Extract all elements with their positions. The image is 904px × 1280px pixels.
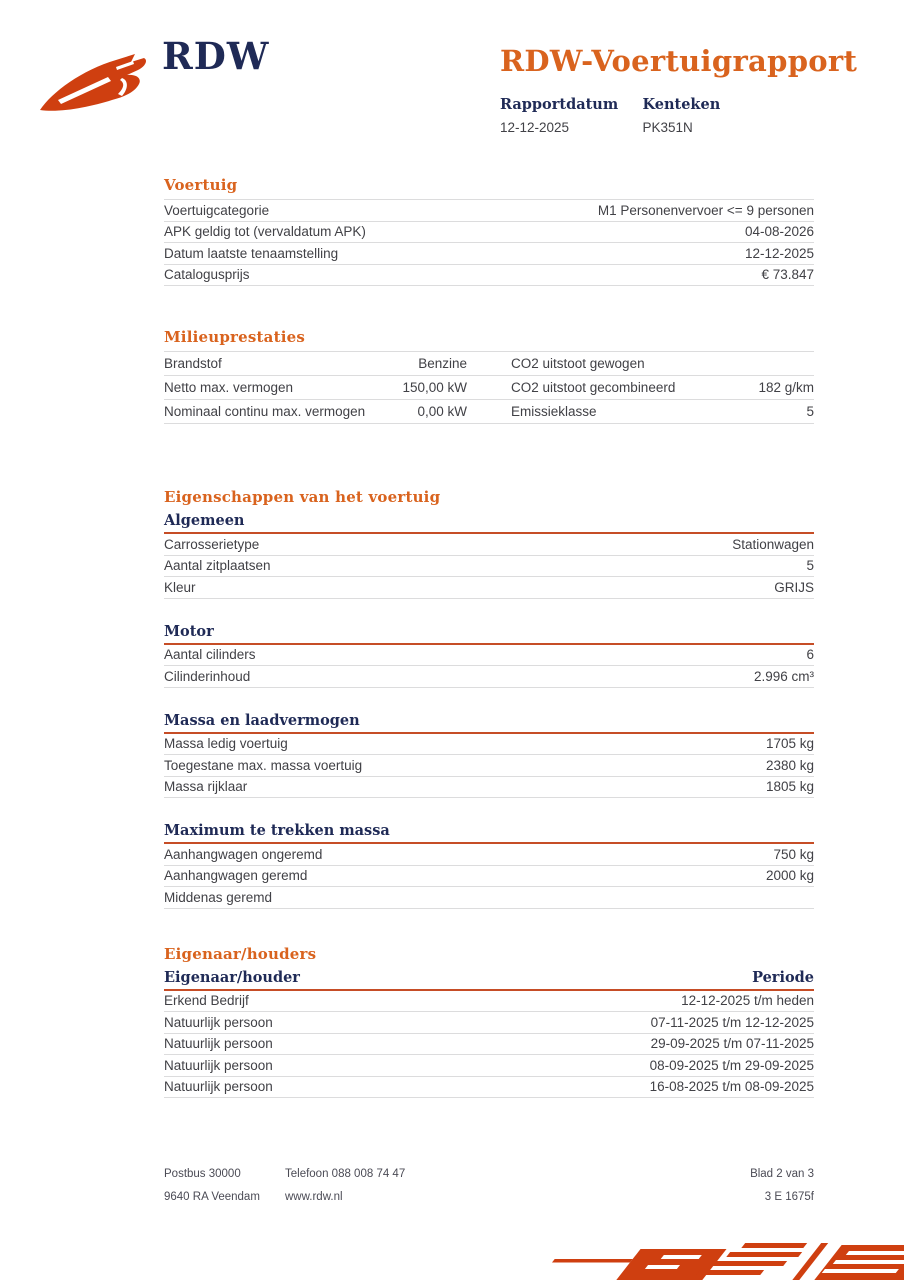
table-row (164, 777, 814, 799)
row-label: Toegestane max. massa voertuig (164, 757, 363, 773)
row-value: 150,00 kW (402, 380, 467, 395)
rows-container (164, 534, 814, 599)
report-date-label: Rapportdatum (500, 96, 619, 113)
table-row (164, 844, 814, 866)
row-value: € 73.847 (761, 267, 814, 283)
footer-phone: Telefoon 088 008 74 47 (285, 1168, 406, 1180)
row-value: 29-09-2025 t/m 07-11-2025 (650, 1036, 814, 1052)
row-value: 5 (806, 558, 814, 574)
rows-container (164, 351, 814, 424)
rows-container (164, 645, 814, 688)
report-date-value: 12-12-2025 (500, 120, 570, 135)
table-row (164, 1055, 814, 1077)
subsection-title: Motor (164, 623, 814, 645)
subsection (164, 822, 814, 909)
row-value: 1705 kg (765, 736, 814, 752)
report-date-block (500, 96, 638, 135)
page-footer (164, 1168, 814, 1203)
row-value: 2000 kg (765, 868, 814, 884)
row-label: CO2 uitstoot gewogen (511, 356, 645, 371)
owner-column-header: Eigenaar/houder (164, 968, 300, 986)
section-heading: Eigenschappen van het voertuig (164, 488, 441, 506)
row-label: Aantal zitplaatsen (164, 558, 271, 574)
table-row (164, 200, 814, 222)
subsection-title: Maximum te trekken massa (164, 822, 814, 844)
row-value: 16-08-2025 t/m 08-09-2025 (649, 1079, 814, 1095)
rdw-wordmark: RDW (162, 34, 270, 78)
row-label: Cilinderinhoud (164, 668, 251, 684)
subsection (164, 623, 814, 688)
table-row (164, 666, 814, 688)
row-value: 182 g/km (758, 380, 814, 395)
section-eigenschappen (164, 488, 814, 909)
subsection-title: Massa en laadvermogen (164, 712, 814, 734)
plate-value: PK351N (642, 120, 693, 135)
table-row (164, 243, 814, 265)
subsection-title: Algemeen (164, 512, 814, 534)
section-voertuig (164, 176, 814, 286)
row-value: 6 (806, 647, 814, 663)
row-value: Benzine (418, 356, 467, 371)
footer-form-code: 3 E 1675f (764, 1191, 814, 1203)
plate-label: Kenteken (642, 96, 721, 113)
subsection (164, 512, 814, 599)
rows-container (164, 734, 814, 799)
row-label: Massa rijklaar (164, 779, 248, 795)
row-label: Natuurlijk persoon (164, 1036, 273, 1052)
row-label: Aanhangwagen ongeremd (164, 846, 323, 862)
speed-stripes-graphic-icon (524, 1242, 904, 1280)
table-row (164, 734, 814, 756)
plate-block (642, 96, 720, 135)
section-heading: Milieuprestaties (164, 328, 305, 346)
row-value: 0,00 kW (417, 404, 467, 419)
row-value: 12-12-2025 (744, 245, 814, 261)
row-label: CO2 uitstoot gecombineerd (511, 380, 676, 395)
row-label: Aanhangwagen geremd (164, 868, 308, 884)
footer-website: www.rdw.nl (285, 1191, 343, 1203)
table-row (164, 991, 814, 1013)
row-label: Natuurlijk persoon (164, 1014, 273, 1030)
table-row (164, 352, 814, 376)
row-value: 12-12-2025 t/m heden (681, 993, 814, 1009)
section-milieuprestaties (164, 328, 814, 424)
row-label: Erkend Bedrijf (164, 993, 249, 1009)
row-value: 5 (806, 404, 814, 419)
rdw-feather-logo-icon (38, 50, 158, 116)
subsections-container (164, 512, 814, 909)
table-row (164, 645, 814, 667)
report-content (164, 176, 814, 1098)
owner-table-header (164, 969, 814, 991)
row-value: 07-11-2025 t/m 12-12-2025 (650, 1014, 814, 1030)
row-label: Datum laatste tenaamstelling (164, 245, 339, 261)
table-row (164, 1012, 814, 1034)
row-value: 2380 kg (765, 757, 814, 773)
row-label: Aantal cilinders (164, 647, 256, 663)
row-value: GRIJS (774, 579, 814, 595)
rows-container (164, 199, 814, 286)
row-value: 08-09-2025 t/m 29-09-2025 (649, 1057, 814, 1073)
table-row (164, 556, 814, 578)
section-eigenaar-houders (164, 945, 814, 1099)
period-column-header: Periode (752, 968, 814, 986)
row-label: Massa ledig voertuig (164, 736, 288, 752)
row-label: APK geldig tot (vervaldatum APK) (164, 224, 366, 240)
footer-page-indicator: Blad 2 van 3 (750, 1168, 814, 1180)
table-row (164, 222, 814, 244)
row-value: M1 Personenvervoer <= 9 personen (597, 202, 814, 218)
row-label: Middenas geremd (164, 889, 273, 905)
row-label: Emissieklasse (511, 404, 597, 419)
row-value: 2.996 cm³ (753, 668, 814, 684)
row-label: Catalogusprijs (164, 267, 250, 283)
row-label: Voertuigcategorie (164, 202, 270, 218)
row-label: Natuurlijk persoon (164, 1079, 273, 1095)
table-row (164, 866, 814, 888)
page-title: RDW-Voertuigrapport (500, 44, 858, 78)
row-value: 750 kg (773, 846, 814, 862)
rows-container (164, 844, 814, 909)
table-row (164, 577, 814, 599)
table-row (164, 376, 814, 400)
row-label: Brandstof (164, 356, 222, 371)
section-heading: Eigenaar/houders (164, 944, 317, 963)
table-row (164, 887, 814, 909)
report-meta (500, 96, 814, 135)
table-row (164, 1077, 814, 1099)
section-heading: Voertuig (164, 176, 238, 194)
table-row (164, 1034, 814, 1056)
footer-address-line2: 9640 RA Veendam (164, 1191, 260, 1203)
row-label: Nominaal continu max. vermogen (164, 404, 366, 419)
table-row (164, 265, 814, 287)
rows-container (164, 991, 814, 1099)
table-row (164, 755, 814, 777)
footer-address-line1: Postbus 30000 (164, 1168, 241, 1180)
row-label: Carrosserietype (164, 536, 260, 552)
table-row (164, 534, 814, 556)
row-label: Netto max. vermogen (164, 380, 294, 395)
row-value: 1805 kg (765, 779, 814, 795)
row-label: Natuurlijk persoon (164, 1057, 273, 1073)
subsection (164, 712, 814, 799)
row-value: Stationwagen (732, 536, 814, 552)
row-label: Kleur (164, 579, 196, 595)
row-value: 04-08-2026 (744, 224, 814, 240)
table-row (164, 400, 814, 424)
